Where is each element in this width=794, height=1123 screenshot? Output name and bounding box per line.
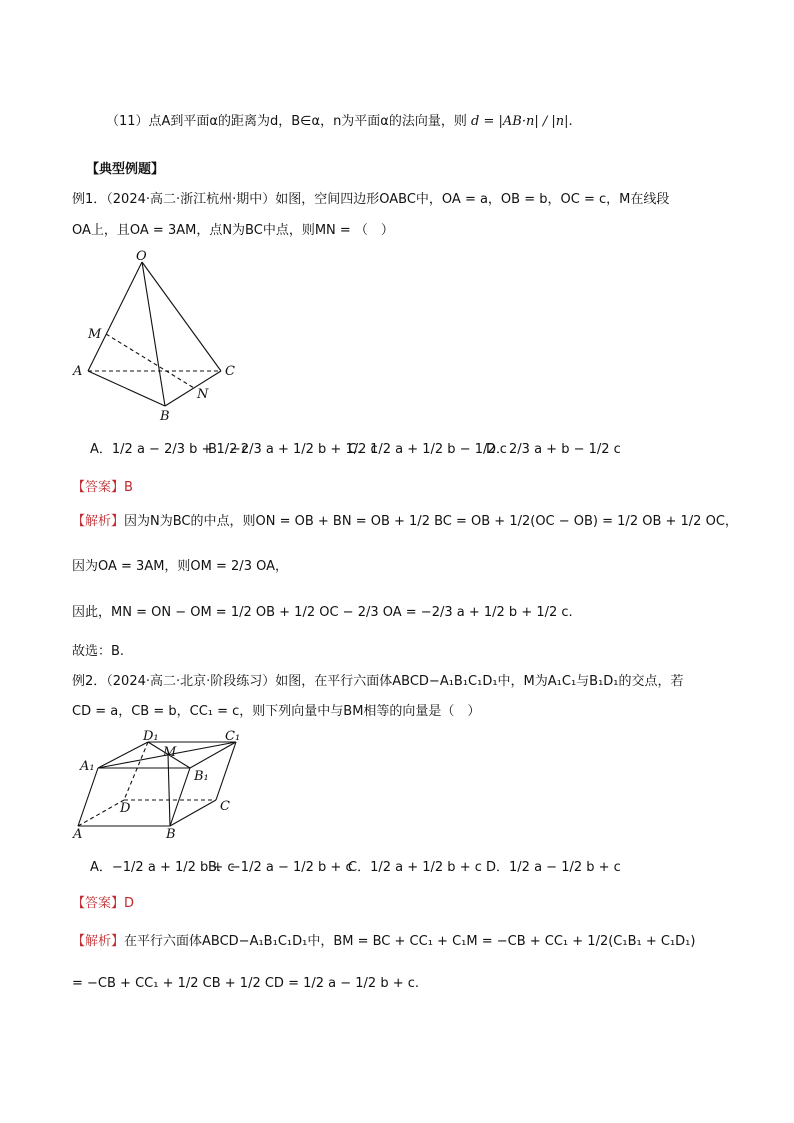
edge-BC xyxy=(170,800,216,826)
segment-BM xyxy=(168,754,170,826)
edge-B1B xyxy=(170,768,190,826)
ex2-analysis-tag: 【解析】 xyxy=(72,934,125,949)
edge-A1D1 xyxy=(98,742,148,768)
label-A: A xyxy=(73,364,83,379)
label-M: M xyxy=(88,327,102,342)
edge-OB xyxy=(142,262,165,406)
edge-A1A xyxy=(78,768,98,826)
edge-BC xyxy=(165,371,221,406)
label-C: C xyxy=(225,364,235,379)
edge-D1D-hidden xyxy=(124,742,148,800)
label-B1: B₁ xyxy=(194,769,209,784)
ex1-answer-tag: 【答案】 xyxy=(72,480,125,495)
ex1-line2: OA上，且OA = 3AM，点N为BC中点，则MN = （ ） xyxy=(72,223,394,238)
section-title: 【典型例题】 xyxy=(86,162,165,177)
ex1-analysis-2: 因为OA = 3AM，则OM = 2/3 OA， xyxy=(72,559,288,574)
label-N: N xyxy=(197,387,209,402)
formula-11-rhs: d = |AB·n| / |n|. xyxy=(471,114,573,129)
edge-AB xyxy=(88,371,165,406)
ex1-answer xyxy=(72,478,133,498)
ex2-option-b: B．−1/2 a − 1/2 b + c xyxy=(208,860,353,875)
ex1-option-a: A．1/2 a − 2/3 b + 1/2 c xyxy=(90,442,249,457)
edge-OC xyxy=(142,262,221,371)
ex2-option-d: D．1/2 a − 1/2 b + c xyxy=(486,860,621,875)
ex1-figure xyxy=(70,248,250,423)
edge-AD-hidden xyxy=(78,800,124,826)
ex1-option-b: B．−2/3 a + 1/2 b + 1/2 c xyxy=(208,442,378,457)
label-A1: A₁ xyxy=(80,759,95,774)
ex1-line1: 例1．（2024·高二·浙江杭州·期中）如图，空间四边形OABC中，OA = a，OB = b，OC = c，M在线段 xyxy=(72,192,670,207)
ex2-figure xyxy=(70,728,260,843)
ex1-analysis-text-1: 因为N为BC的中点，则ON = OB + BN = OB + 1/2 BC = OB + 1/2(OC − OB) = 1/2 OB + 1/2 OC， xyxy=(124,514,738,529)
formula-11-text: （11）点A到平面α的距离为d，B∈α，n为平面α的法向量，则 xyxy=(106,114,467,129)
label-B2: B xyxy=(166,827,176,842)
edge-OA xyxy=(88,262,142,371)
ex2-answer-value: D xyxy=(124,896,135,911)
ex2-analysis-1 xyxy=(72,932,695,952)
label-A2: A xyxy=(73,827,83,842)
ex2-option-c: C．1/2 a + 1/2 b + c xyxy=(348,860,482,875)
ex1-analysis-tag: 【解析】 xyxy=(72,514,125,529)
segment-MN-hidden xyxy=(106,334,194,388)
label-D1: D₁ xyxy=(143,729,159,744)
ex1-analysis-3: 因此，MN = ON − OM = 1/2 OB + 1/2 OC − 2/3 OA = −2/3 a + 1/2 b + 1/2 c. xyxy=(72,605,573,620)
label-B: B xyxy=(160,409,170,423)
label-M2: M xyxy=(163,745,177,760)
ex2-line1: 例2．（2024·高二·北京·阶段练习）如图，在平行六面体ABCD−A₁B₁C₁D₁中，M为A₁C₁与B₁D₁的交点，若 xyxy=(72,674,684,689)
ex2-analysis-text-1: 在平行六面体ABCD−A₁B₁C₁D₁中，BM = BC + CC₁ + C₁M = −CB + CC₁ + 1/2(C₁B₁ + C₁D₁) xyxy=(124,934,696,949)
label-O: O xyxy=(136,249,147,264)
ex1-option-d: D．2/3 a + b − 1/2 c xyxy=(486,442,621,457)
ex2-analysis-2: = −CB + CC₁ + 1/2 CB + 1/2 CD = 1/2 a − 1/2 b + c. xyxy=(72,976,420,991)
label-D: D xyxy=(120,801,131,816)
ex2-option-a: A．−1/2 a + 1/2 b + c xyxy=(90,860,235,875)
label-C2: C xyxy=(220,799,230,814)
ex2-line2: CD = a，CB = b，CC₁ = c，则下列向量中与BM相等的向量是（ ） xyxy=(72,704,481,719)
ex1-analysis-4: 故选：B. xyxy=(72,644,125,659)
ex1-answer-value: B xyxy=(124,480,133,495)
formula-11 xyxy=(106,112,573,132)
ex2-answer-tag: 【答案】 xyxy=(72,896,125,911)
ex1-analysis-1 xyxy=(72,512,738,532)
label-C1: C₁ xyxy=(225,729,241,744)
ex1-option-c: C．1/2 a + 1/2 b − 1/2 c xyxy=(348,442,507,457)
edge-C1C xyxy=(216,742,236,800)
ex2-answer xyxy=(72,894,134,914)
